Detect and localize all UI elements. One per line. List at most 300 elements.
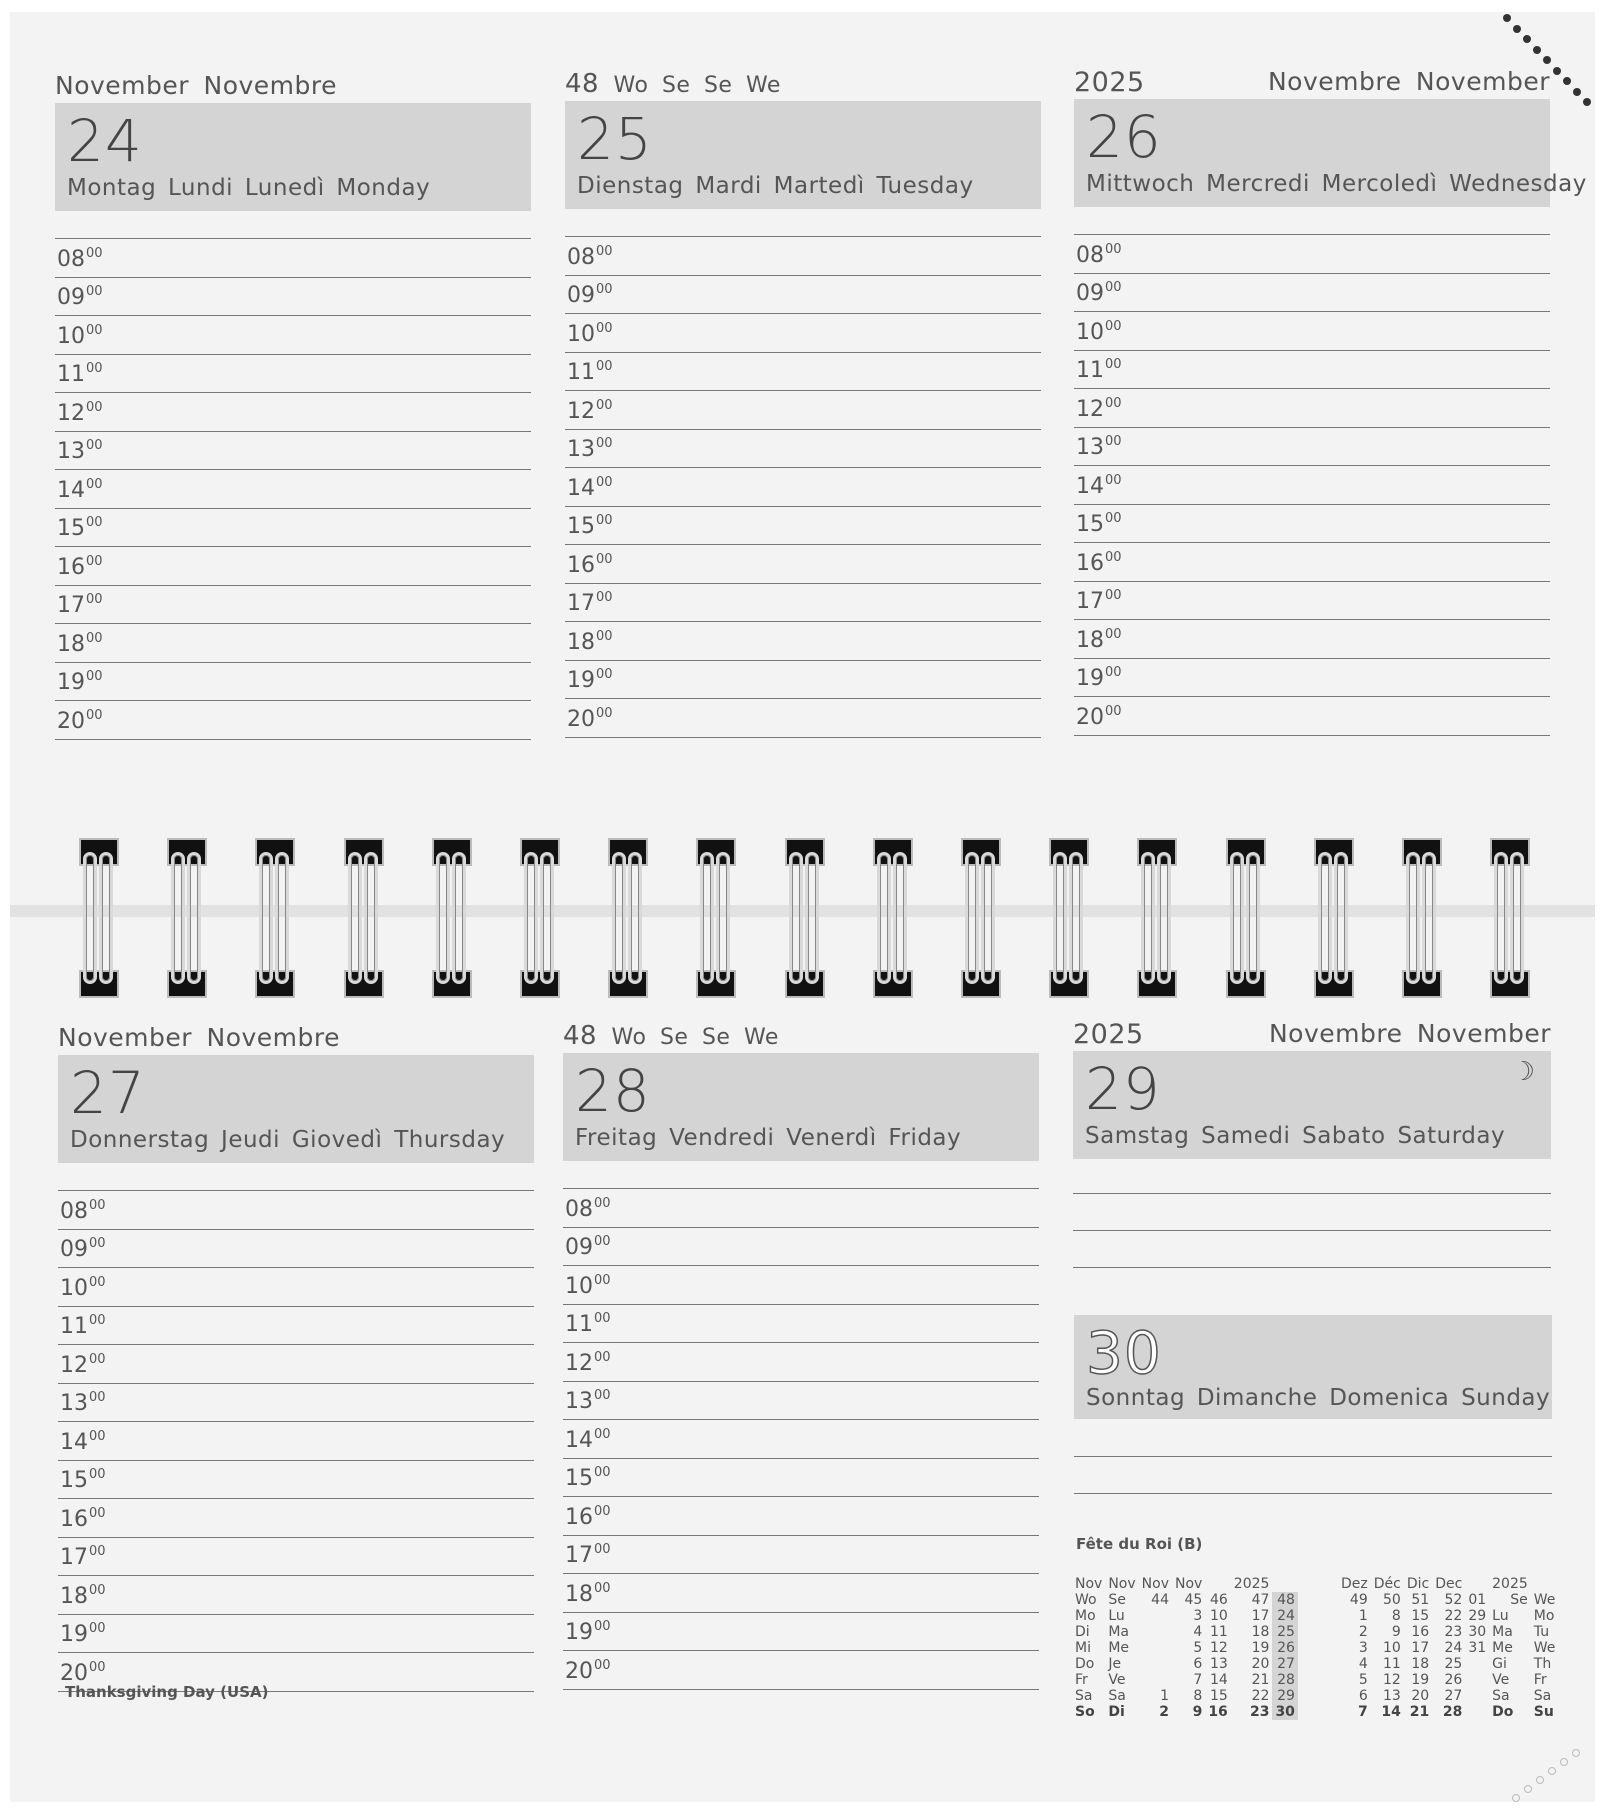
- ring-wire: [1318, 852, 1332, 984]
- month-names: Novembre November: [1267, 67, 1550, 96]
- hour-label: [60, 1390, 106, 1416]
- hour-label: [567, 552, 613, 578]
- mini-day-cell: [1139, 1640, 1172, 1656]
- hour-row[interactable]: [58, 1307, 534, 1346]
- mini-day-cell: 23: [1444, 1624, 1463, 1640]
- month-names: November Novembre: [55, 71, 338, 100]
- hour-value: 14: [1076, 473, 1104, 499]
- hour-value: 14: [60, 1429, 88, 1455]
- hour-label: [565, 1658, 611, 1684]
- day-block-27: [58, 1023, 534, 1701]
- binding-ring: [1047, 838, 1091, 998]
- hour-value: 15: [60, 1468, 88, 1493]
- hour-row[interactable]: [55, 355, 531, 394]
- perforation-dot: [1583, 98, 1591, 106]
- mini-day-cell: 19: [1251, 1640, 1270, 1656]
- hour-value: 18: [1076, 627, 1104, 653]
- perforation-dot: [1513, 25, 1521, 33]
- binding-ring: [518, 838, 562, 998]
- mini-day-cell: Tu: [1533, 1624, 1550, 1640]
- ring-wire: [1053, 852, 1067, 984]
- mini-day-cell: Th: [1533, 1656, 1552, 1672]
- mini-day-cell: 1: [1160, 1688, 1169, 1704]
- mini-day-cell: 6: [1193, 1656, 1203, 1672]
- hour-label: [57, 400, 103, 426]
- hour-label: [565, 1619, 611, 1645]
- hour-row[interactable]: [563, 1228, 1039, 1267]
- minute-value: 00: [594, 1503, 611, 1519]
- hour-row[interactable]: [58, 1345, 534, 1384]
- hour-label: [57, 592, 103, 618]
- day-block-29: [1073, 1019, 1551, 1159]
- ring-wire: [612, 852, 626, 984]
- hour-value: 13: [565, 1389, 593, 1414]
- hour-label: [567, 398, 613, 424]
- hour-row[interactable]: [58, 1268, 534, 1307]
- hour-label: [567, 244, 613, 270]
- binding-ring: [77, 838, 121, 998]
- day-names: Donnerstag Jeudi Giovedì Thursday: [70, 1127, 506, 1153]
- note-lines[interactable]: [1073, 1193, 1551, 1268]
- mini-day-cell: Fr: [1533, 1672, 1547, 1688]
- hour-row[interactable]: [565, 353, 1041, 392]
- hour-value: 18: [567, 629, 595, 655]
- hour-value: 14: [57, 477, 85, 503]
- mini-week-cell: 45: [1184, 1592, 1203, 1608]
- hour-value: 09: [567, 283, 595, 308]
- mini-day-cell: 7: [1358, 1704, 1368, 1720]
- binding-ring: [783, 838, 827, 998]
- hour-row[interactable]: [565, 622, 1041, 661]
- hour-value: 11: [60, 1314, 88, 1339]
- hour-label: [565, 1388, 611, 1414]
- ring-wire: [187, 852, 201, 984]
- hour-grid[interactable]: [1074, 234, 1550, 736]
- minute-value: 00: [86, 592, 103, 607]
- minute-value: 00: [89, 1659, 106, 1675]
- ring-wire: [1230, 852, 1244, 984]
- hour-row[interactable]: [55, 278, 531, 317]
- ring-wire: [1422, 852, 1436, 984]
- hour-row[interactable]: [563, 1420, 1039, 1459]
- hour-row[interactable]: [563, 1574, 1039, 1613]
- hour-label: [565, 1350, 611, 1376]
- minute-value: 00: [89, 1390, 106, 1405]
- hour-label: [565, 1504, 611, 1530]
- hour-row[interactable]: [1074, 505, 1550, 544]
- mini-week-cell: 01: [1468, 1592, 1487, 1608]
- minute-value: 00: [1105, 280, 1122, 295]
- hour-row[interactable]: [563, 1613, 1039, 1652]
- minute-value: 00: [89, 1428, 106, 1444]
- hour-row[interactable]: [55, 316, 531, 355]
- mini-day-cell: 20: [1251, 1656, 1270, 1672]
- minute-value: 00: [594, 1657, 611, 1673]
- binding-ring: [165, 838, 209, 998]
- hour-row[interactable]: [58, 1422, 534, 1461]
- minute-value: 00: [86, 553, 103, 569]
- mini-week-cell: We: [1533, 1592, 1556, 1608]
- minute-value: 00: [596, 243, 613, 259]
- hour-row[interactable]: [1074, 582, 1550, 621]
- hour-row[interactable]: [563, 1343, 1039, 1382]
- hour-label: [60, 1660, 106, 1686]
- minute-value: 00: [1105, 549, 1122, 565]
- hour-row[interactable]: [55, 586, 531, 625]
- minute-value: 00: [86, 630, 103, 646]
- ring-wire: [348, 852, 362, 984]
- mini-day-cell: 23: [1249, 1704, 1270, 1720]
- hour-row[interactable]: [563, 1651, 1039, 1690]
- hour-row[interactable]: [1074, 697, 1550, 736]
- hour-row[interactable]: [58, 1384, 534, 1423]
- mini-day-cell: [1139, 1624, 1172, 1640]
- hour-row[interactable]: [1074, 543, 1550, 582]
- hour-label: [60, 1313, 106, 1339]
- mini-week-cell: Se: [1108, 1592, 1126, 1608]
- perforation-dot: [1572, 1749, 1580, 1757]
- perforation-dot: [1553, 67, 1561, 75]
- hour-row[interactable]: [1074, 659, 1550, 698]
- minute-value: 00: [89, 1544, 106, 1559]
- mini-week-cell: 47: [1251, 1592, 1270, 1608]
- ring-wire: [436, 852, 450, 984]
- mini-day-cell: 26: [1272, 1640, 1297, 1656]
- mini-day-cell: Me: [1492, 1640, 1513, 1656]
- hour-value: 16: [60, 1506, 88, 1532]
- mini-day-cell: 22: [1251, 1688, 1270, 1704]
- hour-row[interactable]: [58, 1576, 534, 1615]
- note-lines[interactable]: [1074, 1456, 1552, 1494]
- mini-day-cell: 16: [1411, 1624, 1430, 1640]
- hour-row[interactable]: [1074, 466, 1550, 505]
- minute-value: 00: [89, 1274, 106, 1290]
- hour-value: 16: [57, 554, 85, 580]
- hour-row[interactable]: [563, 1305, 1039, 1344]
- mini-header-cell: 2025: [1492, 1576, 1528, 1592]
- hour-value: 18: [565, 1581, 593, 1607]
- hour-label: [57, 515, 103, 541]
- hour-row[interactable]: [55, 509, 531, 548]
- mini-day-cell: 26: [1444, 1672, 1463, 1688]
- hour-value: 09: [1076, 281, 1104, 306]
- hour-value: 08: [567, 244, 595, 270]
- mini-week-cell: Se: [1510, 1592, 1528, 1608]
- mini-day-cell: Lu: [1108, 1608, 1125, 1624]
- hour-label: [567, 667, 613, 693]
- hour-label: [565, 1465, 611, 1491]
- hour-label: [567, 475, 613, 501]
- day-header: [563, 1053, 1039, 1161]
- hour-value: 16: [565, 1504, 593, 1530]
- hour-row[interactable]: [1074, 428, 1550, 467]
- mini-day-cell: Ve: [1492, 1672, 1510, 1688]
- hour-row[interactable]: [563, 1189, 1039, 1228]
- binding-ring: [1488, 838, 1532, 998]
- mini-day-cell: Sa: [1108, 1688, 1126, 1704]
- hour-label: [57, 631, 103, 657]
- hour-row[interactable]: [563, 1459, 1039, 1498]
- day-block-28: [563, 1021, 1039, 1684]
- hour-row[interactable]: [55, 663, 531, 702]
- minute-value: 00: [1105, 241, 1122, 257]
- hour-label: [60, 1429, 106, 1455]
- hour-row[interactable]: [55, 701, 531, 740]
- hour-label: [1076, 396, 1122, 422]
- hour-row[interactable]: [565, 430, 1041, 469]
- mini-day-cell: 27: [1272, 1656, 1297, 1672]
- mini-header-cell: [1205, 1576, 1230, 1592]
- hour-row[interactable]: [563, 1536, 1039, 1575]
- year: 2025: [1073, 1019, 1144, 1050]
- day-names: Montag Lundi Lunedì Monday: [67, 175, 431, 201]
- hour-value: 12: [567, 398, 595, 424]
- hour-value: 12: [565, 1350, 593, 1376]
- minute-value: 00: [86, 322, 103, 338]
- minute-value: 00: [86, 399, 103, 415]
- hour-row[interactable]: [55, 239, 531, 278]
- hour-label: [60, 1275, 106, 1301]
- minute-value: 00: [594, 1311, 611, 1326]
- minute-value: 00: [596, 551, 613, 567]
- hour-row[interactable]: [58, 1230, 534, 1269]
- hour-row[interactable]: [565, 314, 1041, 353]
- week-abbrev: Wo Se Se We: [613, 73, 781, 98]
- hour-value: 17: [565, 1543, 593, 1568]
- hour-row[interactable]: [58, 1538, 534, 1577]
- minute-value: 00: [89, 1505, 106, 1521]
- hour-row[interactable]: [58, 1615, 534, 1654]
- mini-day-cell: 21: [1409, 1704, 1430, 1720]
- minute-value: 00: [1105, 357, 1122, 372]
- hour-label: [565, 1273, 611, 1299]
- ring-wire: [965, 852, 979, 984]
- hour-row[interactable]: [55, 624, 531, 663]
- hour-label: [567, 706, 613, 732]
- day-block-24: [55, 71, 531, 734]
- hour-label: [57, 669, 103, 695]
- hour-label: [57, 477, 103, 503]
- hour-value: 20: [57, 708, 85, 734]
- minute-value: 00: [594, 1349, 611, 1365]
- mini-day-cell: 12: [1383, 1672, 1401, 1688]
- mini-day-cell: 24: [1272, 1608, 1297, 1624]
- hour-label: [60, 1236, 106, 1262]
- mini-day-cell: 14: [1209, 1672, 1228, 1688]
- mini-day-cell: Di: [1075, 1624, 1090, 1640]
- hour-row[interactable]: [565, 507, 1041, 546]
- ring-wire: [540, 852, 554, 984]
- mini-day-cell: 30: [1272, 1704, 1297, 1720]
- hour-grid[interactable]: [58, 1190, 534, 1692]
- binding-ring: [871, 838, 915, 998]
- perforation-dot: [1573, 88, 1581, 96]
- hour-label: [1076, 242, 1122, 268]
- hour-row[interactable]: [565, 237, 1041, 276]
- perforation-dot: [1512, 1794, 1520, 1802]
- day-names: Dienstag Mardi Martedì Tuesday: [577, 173, 974, 199]
- hour-value: 13: [57, 439, 85, 464]
- mini-day-cell: Sa: [1075, 1688, 1093, 1704]
- day-header: [1073, 1051, 1551, 1159]
- mini-day-cell: [1139, 1656, 1172, 1672]
- hour-value: 10: [565, 1273, 593, 1299]
- hour-row[interactable]: [563, 1266, 1039, 1305]
- hour-row[interactable]: [1074, 620, 1550, 659]
- hour-row[interactable]: [565, 661, 1041, 700]
- hour-label: [567, 629, 613, 655]
- minute-value: 00: [596, 320, 613, 336]
- mini-week-cell: 48: [1272, 1592, 1297, 1608]
- hour-label: [565, 1542, 611, 1568]
- minute-value: 00: [596, 359, 613, 374]
- minute-value: 00: [89, 1467, 106, 1482]
- binding-ring: [606, 838, 650, 998]
- hour-row[interactable]: [55, 547, 531, 586]
- holiday-note: Thanksgiving Day (USA): [65, 1683, 269, 1701]
- hour-label: [60, 1198, 106, 1224]
- hour-value: 19: [1076, 666, 1104, 691]
- minute-value: 00: [86, 361, 103, 376]
- minute-value: 00: [86, 476, 103, 492]
- ring-wire: [700, 852, 714, 984]
- hour-label: [57, 438, 103, 464]
- day-header: [1074, 1315, 1552, 1419]
- minute-value: 00: [596, 397, 613, 413]
- hour-label: [1076, 434, 1122, 460]
- hour-value: 20: [1076, 704, 1104, 730]
- binding-ring: [1312, 838, 1356, 998]
- hour-value: 13: [1076, 435, 1104, 460]
- hour-row[interactable]: [55, 432, 531, 471]
- day-number: 29: [1085, 1055, 1161, 1123]
- minute-value: 00: [596, 667, 613, 682]
- ring-wire: [1069, 852, 1083, 984]
- week-number: 48: [565, 69, 600, 99]
- hour-row[interactable]: [563, 1382, 1039, 1421]
- hour-label: [567, 321, 613, 347]
- hour-grid[interactable]: [55, 238, 531, 740]
- hour-value: 16: [567, 552, 595, 578]
- day-block-25: [565, 69, 1041, 732]
- hour-row[interactable]: [565, 545, 1041, 584]
- hour-value: 16: [1076, 550, 1104, 576]
- year: 2025: [1074, 67, 1145, 98]
- ring-wire: [524, 852, 538, 984]
- minute-value: 00: [594, 1465, 611, 1480]
- hour-grid[interactable]: [565, 236, 1041, 738]
- mini-day-cell: 17: [1251, 1608, 1270, 1624]
- hour-label: [1076, 319, 1122, 345]
- minute-value: 00: [594, 1272, 611, 1288]
- hour-value: 19: [57, 670, 85, 695]
- hour-row[interactable]: [565, 584, 1041, 623]
- mini-header-cell: Dec: [1435, 1576, 1463, 1592]
- minute-value: 00: [1105, 665, 1122, 680]
- minute-value: 00: [1105, 703, 1122, 719]
- mini-day-cell: 9: [1192, 1704, 1203, 1720]
- mini-week-cell: Wo: [1075, 1592, 1097, 1608]
- month-label: [55, 71, 531, 100]
- hour-label: [567, 359, 613, 385]
- hour-row[interactable]: [1074, 389, 1550, 428]
- hour-label: [1076, 665, 1122, 691]
- hour-row[interactable]: [565, 468, 1041, 507]
- mini-header-cell: Dic: [1406, 1576, 1430, 1592]
- mini-day-cell: Me: [1108, 1640, 1130, 1656]
- binding-ring: [342, 838, 386, 998]
- hour-label: [57, 361, 103, 387]
- binding-ring: [430, 838, 474, 998]
- hour-value: 12: [60, 1352, 88, 1378]
- hour-row[interactable]: [58, 1461, 534, 1500]
- hour-value: 08: [1076, 242, 1104, 268]
- mini-day-cell: Do: [1492, 1704, 1514, 1720]
- hour-row[interactable]: [55, 393, 531, 432]
- perforation-dot: [1563, 77, 1571, 85]
- mini-calendar-december: [1338, 1576, 1558, 1720]
- hour-value: 12: [57, 400, 85, 426]
- hour-row[interactable]: [1074, 312, 1550, 351]
- ring-wire: [364, 852, 378, 984]
- hour-row[interactable]: [1074, 235, 1550, 274]
- perforation-dot: [1536, 1776, 1544, 1784]
- day-header: [55, 103, 531, 211]
- minute-value: 00: [1105, 395, 1122, 411]
- mini-day-cell: Di: [1108, 1704, 1125, 1720]
- hour-row[interactable]: [1074, 274, 1550, 313]
- hour-row[interactable]: [565, 699, 1041, 738]
- mini-header-cell: Nov: [1141, 1576, 1169, 1592]
- hour-value: 08: [57, 246, 85, 272]
- hour-row[interactable]: [1074, 351, 1550, 390]
- mini-day-cell: 22: [1444, 1608, 1463, 1624]
- mini-day-cell: Mi: [1075, 1640, 1091, 1656]
- ring-wire: [83, 852, 97, 984]
- mini-day-cell: 11: [1383, 1656, 1401, 1672]
- hour-row[interactable]: [58, 1191, 534, 1230]
- day-number: 25: [577, 105, 653, 173]
- hour-row[interactable]: [55, 470, 531, 509]
- mini-day-cell: Mo: [1533, 1608, 1555, 1624]
- binding-ring: [253, 838, 297, 998]
- hour-grid[interactable]: [563, 1188, 1039, 1690]
- hour-value: 14: [567, 475, 595, 501]
- hour-row[interactable]: [58, 1499, 534, 1538]
- hour-label: [567, 436, 613, 462]
- mini-day-cell: 15: [1209, 1688, 1228, 1704]
- hour-label: [1076, 704, 1122, 730]
- hour-value: 19: [565, 1620, 593, 1645]
- minute-value: 00: [594, 1580, 611, 1596]
- day-names: Sonntag Dimanche Domenica Sunday: [1086, 1385, 1551, 1411]
- hour-row[interactable]: [563, 1497, 1039, 1536]
- ring-wire: [99, 852, 113, 984]
- mini-week-cell: 46: [1209, 1592, 1228, 1608]
- mini-day-cell: 11: [1209, 1624, 1228, 1640]
- mini-day-cell: 24: [1444, 1640, 1463, 1656]
- ring-wire: [1246, 852, 1260, 984]
- hour-label: [1076, 627, 1122, 653]
- hour-value: 15: [567, 514, 595, 539]
- hour-value: 17: [567, 591, 595, 616]
- hour-row[interactable]: [565, 391, 1041, 430]
- ring-wire: [877, 852, 891, 984]
- hour-label: [60, 1544, 106, 1570]
- hour-row[interactable]: [565, 276, 1041, 315]
- mini-header-cell: [1465, 1576, 1489, 1592]
- hour-value: 18: [60, 1583, 88, 1609]
